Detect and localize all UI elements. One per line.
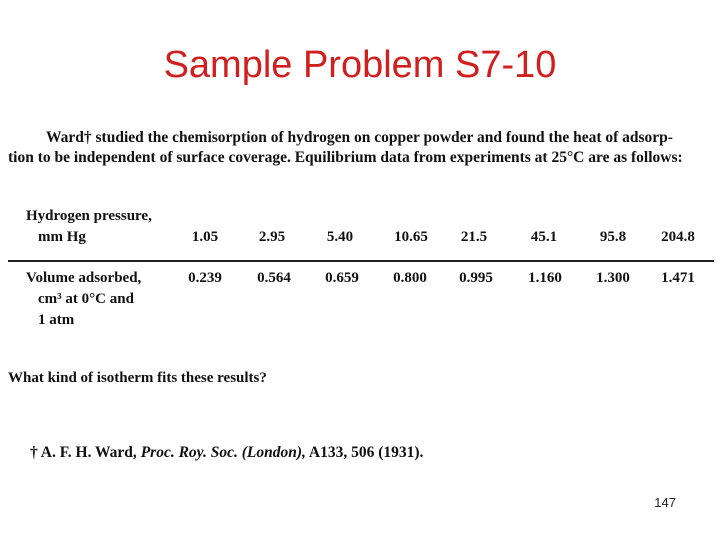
footnote xyxy=(30,444,423,462)
pressure-value: 45.1 xyxy=(530,229,558,245)
volume-value: 1.300 xyxy=(596,270,630,286)
volume-value: 0.659 xyxy=(325,270,359,286)
footnote-journal: Proc. Roy. Soc. (London), xyxy=(140,444,306,461)
pressure-value: 10.65 xyxy=(394,229,428,245)
volume-value: 1.160 xyxy=(528,270,562,286)
volume-value: 0.564 xyxy=(257,270,291,286)
slide-title: Sample Problem S7-10 xyxy=(163,44,557,86)
volume-value: 0.800 xyxy=(393,270,427,286)
volume-label-line-3: 1 atm xyxy=(38,312,75,328)
pressure-label-line-2: mm Hg xyxy=(38,229,86,245)
problem-intro xyxy=(8,128,714,168)
volume-label-line-2: cm³ at 0°C and xyxy=(38,291,134,307)
pressure-values xyxy=(0,229,720,249)
scanned-problem xyxy=(0,118,720,478)
volume-value: 0.995 xyxy=(459,270,493,286)
volume-label-line-1: Volume adsorbed, xyxy=(26,270,142,286)
volume-value: 1.471 xyxy=(661,270,695,286)
pressure-value: 21.5 xyxy=(460,229,488,245)
pressure-value: 2.95 xyxy=(258,229,286,245)
pressure-value: 5.40 xyxy=(326,229,354,245)
problem-question: What kind of isotherm fits these results? xyxy=(8,370,267,386)
page-number: 147 xyxy=(654,495,676,510)
pressure-label-line-1: Hydrogen pressure, xyxy=(26,208,152,224)
table-divider xyxy=(8,260,714,262)
intro-line-1: Ward† studied the chemisorption of hydrogen on copper powder and found the heat of adsorp- xyxy=(46,129,673,146)
footnote-author: † A. F. H. Ward, xyxy=(30,444,141,461)
footnote-citation: A133, 506 (1931). xyxy=(305,444,424,461)
pressure-value: 1.05 xyxy=(191,229,219,245)
pressure-value: 204.8 xyxy=(661,229,695,245)
pressure-value: 95.8 xyxy=(599,229,627,245)
intro-line-2: tion to be independent of surface coverage. Equilibrium data from experiments at 25°C are as follows: xyxy=(8,149,683,166)
volume-value: 0.239 xyxy=(188,270,222,286)
volume-values xyxy=(0,270,720,290)
